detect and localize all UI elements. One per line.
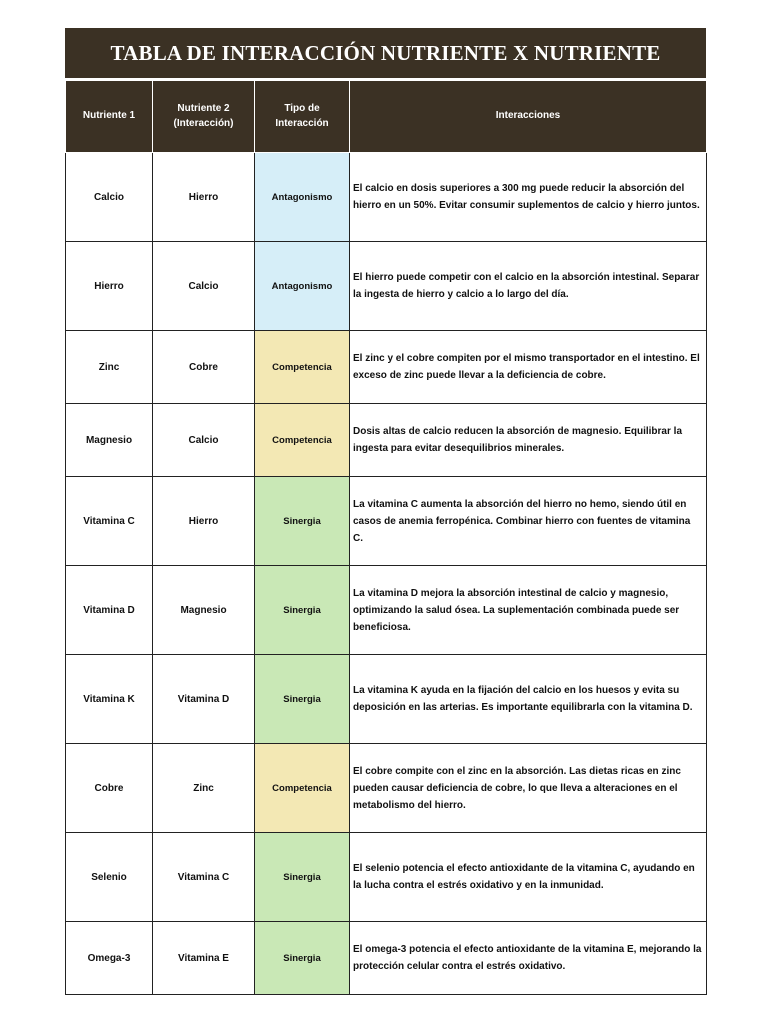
header-interaction-type-line1: Tipo de [284,103,320,114]
nutrient-2-cell: Magnesio [153,566,255,655]
nutrient-1-cell: Calcio [66,153,153,242]
nutrient-2-cell: Hierro [153,153,255,242]
nutrient-interaction-sheet [65,28,706,995]
interaction-type-cell: Competencia [255,744,350,833]
interaction-type-cell: Competencia [255,404,350,477]
interaction-description-cell: El calcio en dosis superiores a 300 mg puede reducir la absorción del hierro en un 50%. Evitar consumir suplementos de calcio y hierro juntos. [350,153,707,242]
nutrient-1-cell: Vitamina D [66,566,153,655]
header-nutrient-2-line2: (Interacción) [173,117,234,129]
table-row [66,566,707,655]
nutrient-1-cell: Magnesio [66,404,153,477]
interaction-type-cell: Sinergia [255,922,350,995]
nutrient-2-cell: Vitamina C [153,833,255,922]
table-row [66,153,707,242]
interaction-description-cell: El omega-3 potencia el efecto antioxidante de la vitamina E, mejorando la protección celular contra el estrés oxidativo. [350,922,707,995]
table-row [66,833,707,922]
nutrient-2-cell: Zinc [153,744,255,833]
header-row [66,81,707,153]
nutrient-2-cell: Cobre [153,331,255,404]
table-row [66,331,707,404]
nutrient-2-cell: Vitamina E [153,922,255,995]
table-row [66,744,707,833]
header-interaction-type-line2: Interacción [275,117,329,129]
table-row [66,404,707,477]
interaction-type-cell: Antagonismo [255,153,350,242]
nutrient-2-cell: Hierro [153,477,255,566]
nutrient-1-cell: Selenio [66,833,153,922]
interaction-description-cell: Dosis altas de calcio reducen la absorción de magnesio. Equilibrar la ingesta para evitar desequilibrios minerales. [350,404,707,477]
interaction-type-cell: Sinergia [255,833,350,922]
nutrient-1-cell: Vitamina K [66,655,153,744]
interaction-type-cell: Antagonismo [255,242,350,331]
nutrient-1-cell: Cobre [66,744,153,833]
interaction-description-cell: El cobre compite con el zinc en la absorción. Las dietas ricas en zinc pueden causar deficiencia de cobre, lo que lleva a alteraciones en el metabolismo del hierro. [350,744,707,833]
nutrient-1-cell: Zinc [66,331,153,404]
header-nutrient-1 [66,81,153,153]
nutrient-2-cell: Calcio [153,242,255,331]
nutrient-1-cell: Omega-3 [66,922,153,995]
header-nutrient-1-label: Nutriente 1 [82,110,136,122]
interaction-description-cell: El hierro puede competir con el calcio en la absorción intestinal. Separar la ingesta de hierro y calcio a lo largo del día. [350,242,707,331]
nutrient-2-cell: Vitamina D [153,655,255,744]
table-title: TABLA DE INTERACCIÓN NUTRIENTE X NUTRIENTE [65,28,706,80]
interaction-description-cell: La vitamina D mejora la absorción intestinal de calcio y magnesio, optimizando la salud ósea. La suplementación combinada puede ser beneficiosa. [350,566,707,655]
table-row [66,922,707,995]
table-body [66,153,707,995]
interaction-type-cell: Sinergia [255,477,350,566]
table-row [66,655,707,744]
interaction-description-cell: El zinc y el cobre compiten por el mismo transportador en el intestino. El exceso de zinc puede llevar a la deficiencia de cobre. [350,331,707,404]
interaction-description-cell: La vitamina K ayuda en la fijación del calcio en los huesos y evita su deposición en las arterias. Es importante equilibrarla con la vitamina D. [350,655,707,744]
header-nutrient-2 [153,81,255,153]
table-row [66,242,707,331]
header-interactions [350,81,707,153]
interaction-table [65,80,707,995]
table-row [66,477,707,566]
table-header [66,81,707,153]
interaction-type-cell: Sinergia [255,566,350,655]
header-interactions-label: Interacciones [495,110,561,122]
interaction-type-cell: Sinergia [255,655,350,744]
nutrient-1-cell: Vitamina C [66,477,153,566]
interaction-type-cell: Competencia [255,331,350,404]
header-interaction-type [255,81,350,153]
nutrient-1-cell: Hierro [66,242,153,331]
interaction-description-cell: La vitamina C aumenta la absorción del hierro no hemo, siendo útil en casos de anemia ferropénica. Combinar hierro con fuentes de vitamina C. [350,477,707,566]
nutrient-2-cell: Calcio [153,404,255,477]
header-nutrient-2-line1: Nutriente 2 [177,103,230,114]
interaction-description-cell: El selenio potencia el efecto antioxidante de la vitamina C, ayudando en la lucha contra el estrés oxidativo y en la inmunidad. [350,833,707,922]
